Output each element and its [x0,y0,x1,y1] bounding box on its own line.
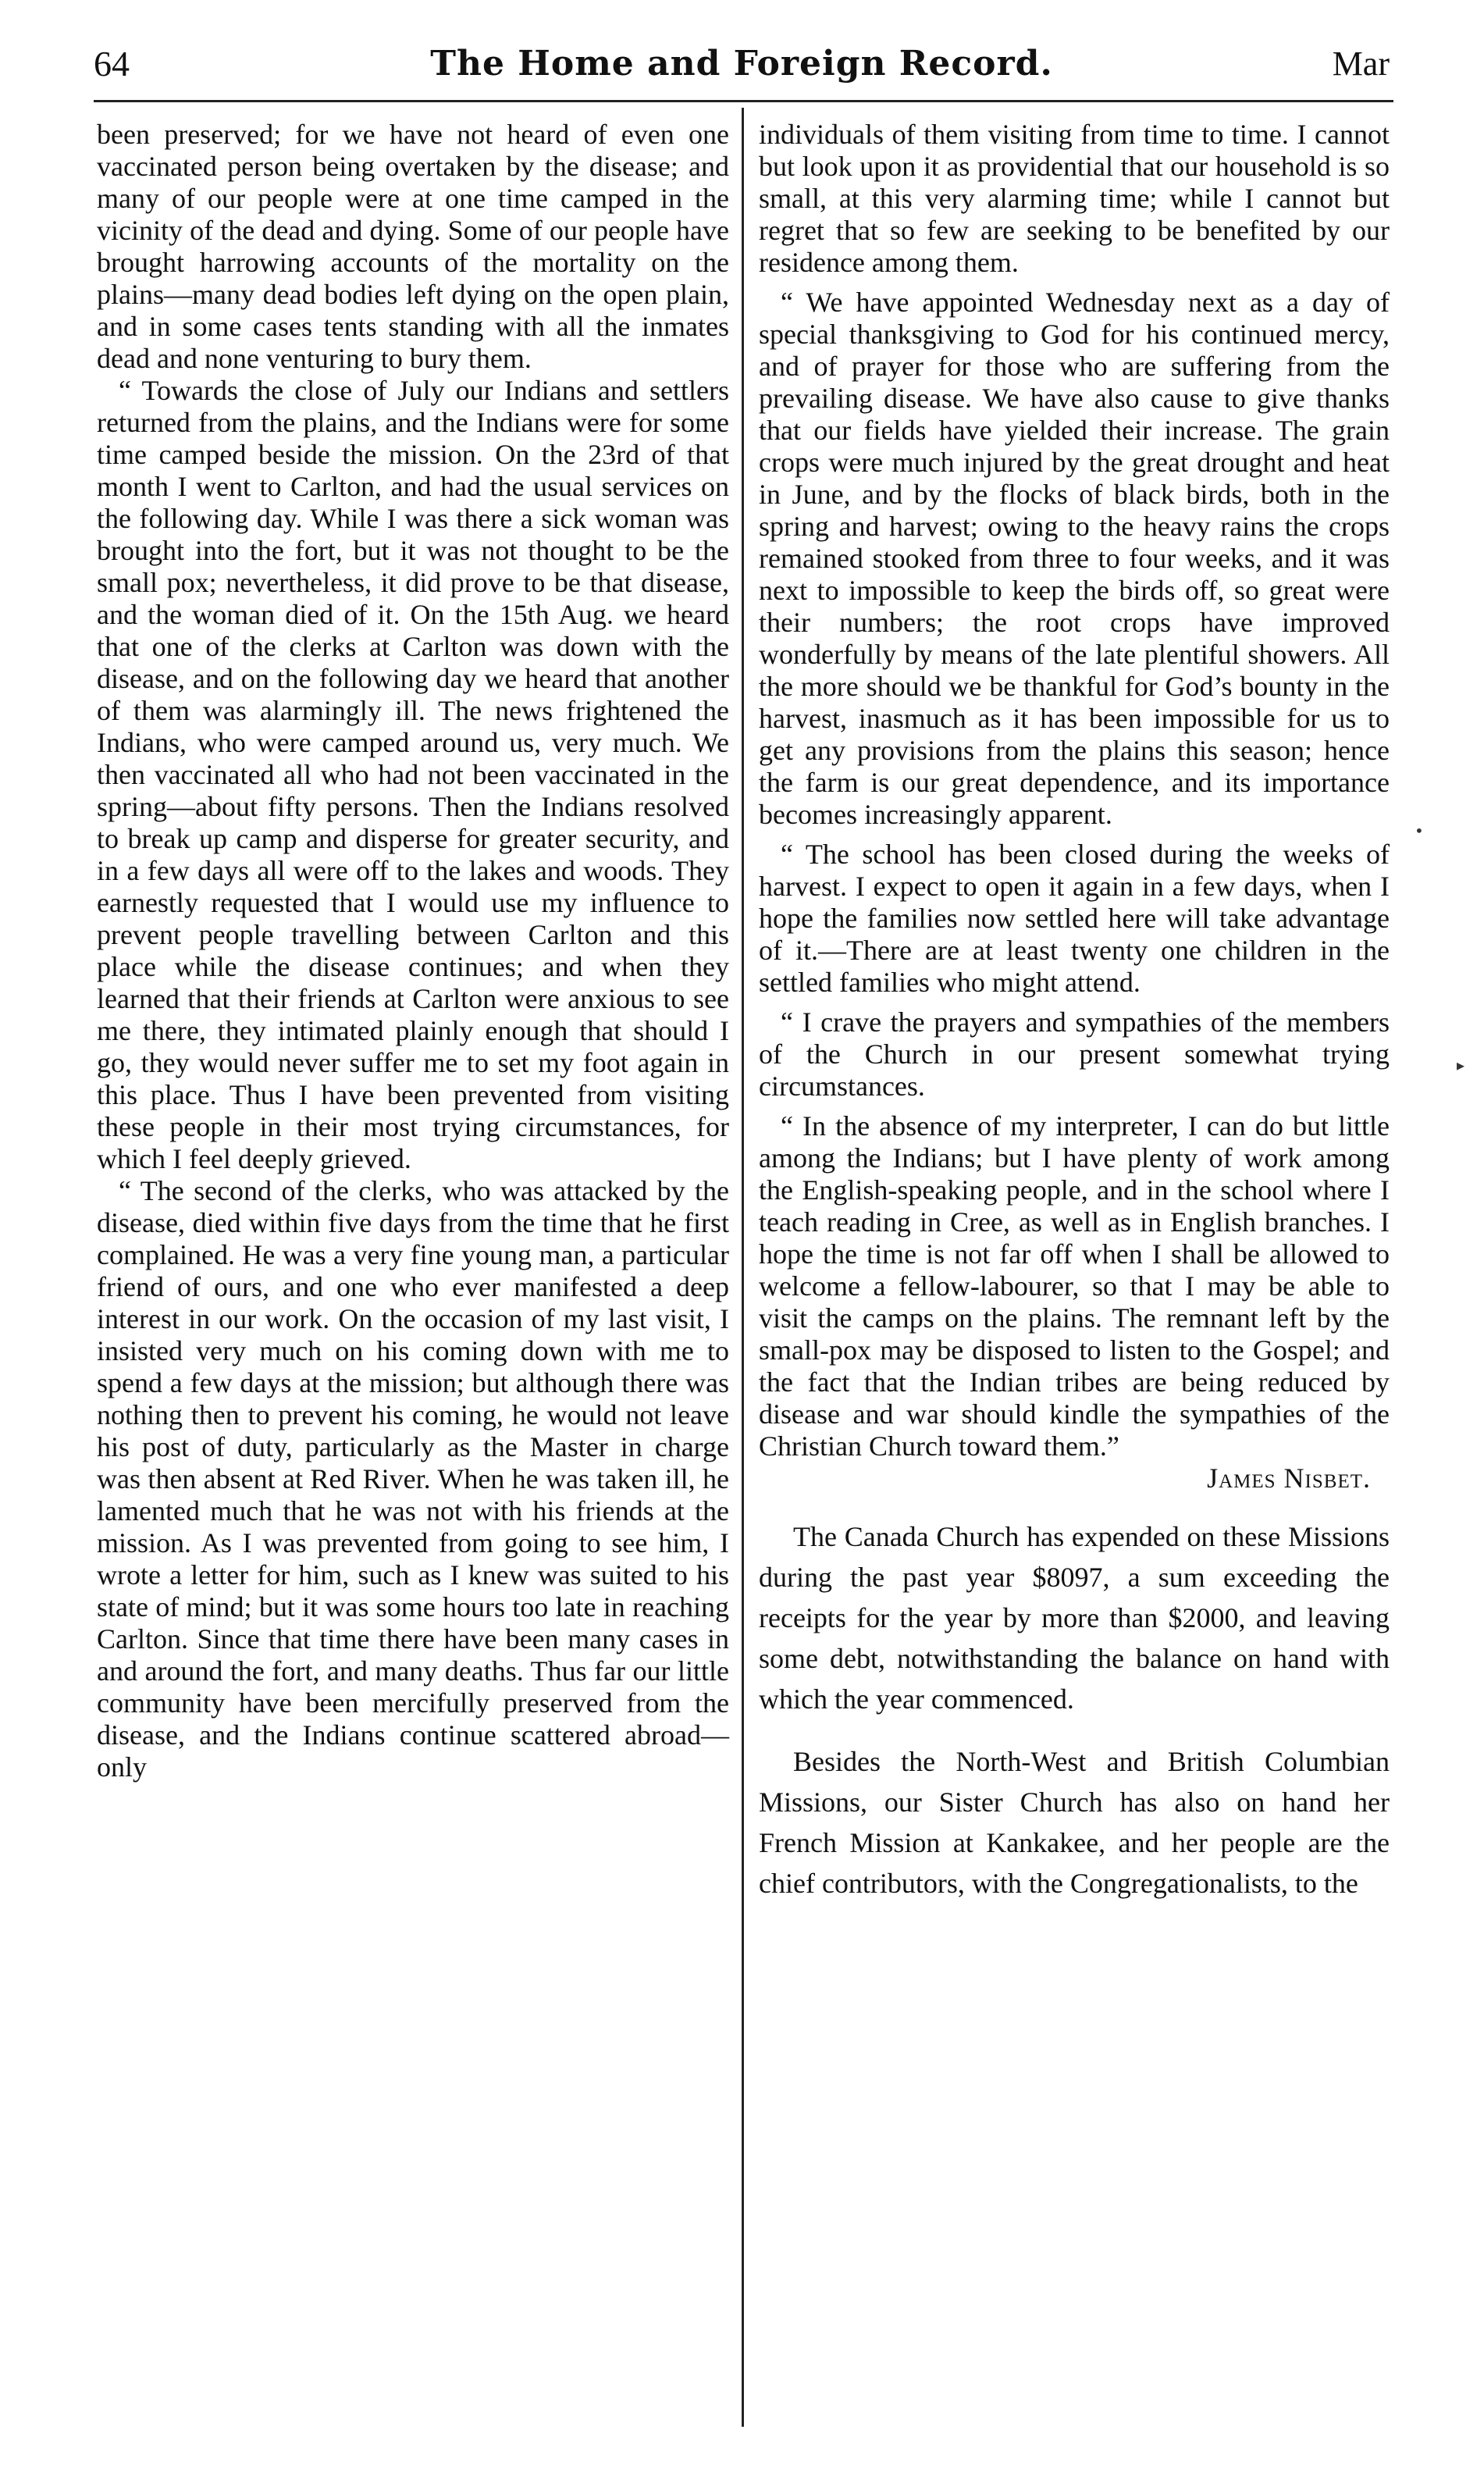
left-paragraph-3: “ The second of the clerks, who was attacked by the disease, died within five days from the time that he first complained. He was a very fine young man, a particular friend of ours, and one who ever manifested a deep interest in our work. On the occasion of my last visit, I insisted very much on his coming down with me to spend a few days at the mission; but although there was nothing then to prevent his coming, he would not leave his post of duty, particularly as the Master in charge was then absent at Red River. When he was taken ill, he lamented much that he was not with his friends at the mission. As I was prevented from going to see him, I wrote a letter for him, such as I knew was suited to his state of mind; but it was some hours too late in reaching Carlton. Since that time there have been many cases in and around the fort, and many deaths. Thus far our little community have been mercifully preserved from the disease, and the Indians continue scattered abroad—only [97,1175,729,1783]
page-header [94,33,1390,95]
running-title: The Home and Foreign Record. [430,44,1053,84]
left-paragraph-1: been preserved; for we have not heard of even one vaccinated person being overtaken by the disease; and many of our people were at one time camped in the vicinity of the dead and dying. Some of our people have brought harrowing accounts of the mortality on the plains—many dead bodies left dying on the open plain, and in some cases tents standing with all the inmates dead and none venturing to bury them. [97,119,729,374]
page-number: 64 [94,44,130,84]
signature-line [759,1462,1390,1494]
margin-arrow-mark: ▸ [1457,1056,1465,1074]
right-paragraph-7: Besides the North-West and British Columbian Missions, our Sister Church has also on hand her French Mission at Kankakee, and her people are the chief contributors, with the Congregationalists, to the [759,1746,1390,1899]
header-month: Mar [1332,45,1390,83]
right-paragraph-1: individuals of them visiting from time to time. I cannot but look upon it as providential that our household is so small, at this very alarming time; while I cannot but regret that so few are seeking to be benefited by our residence among them. [759,119,1390,278]
right-paragraph-3: “ The school has been closed during the weeks of harvest. I expect to open it again in a few days, when I hope the families now settled here will take advantage of it.—There are at least twenty one children in the settled families who might attend. [759,839,1390,998]
right-paragraph-2: “ We have appointed Wednesday next as a day of special thanksgiving to God for his continued mercy, and of prayer for those who are suffering from the prevailing disease. We have also cause to give thanks that our fields have yielded their increase. The grain crops were much injured by the great drought and heat in June, and by the flocks of black birds, both in the spring and harvest; owing to the heavy rains the crops remained stooked from three to four weeks, and it was next to impossible to keep the birds off, so great were their numbers; the root crops have improved wonderfully by means of the late plentiful showers. All the more should we be thankful for God’s bounty in the harvest, inasmuch as it has been impossible for us to get any provisions from the plains this season; hence the farm is our great dependence, and its importance becomes increasingly apparent. [759,287,1390,830]
left-column [97,119,729,1783]
right-paragraph-6: The Canada Church has expended on these Missions during the past year $8097, a sum exceeding the receipts for the year by more than $2000, and leaving some debt, notwithstanding the balance on hand with which the year commenced. [759,1521,1390,1715]
right-column [759,119,1390,1904]
signature: James Nisbet. [1207,1462,1371,1494]
right-paragraph-5: “ In the absence of my interpreter, I can do but little among the Indians; but I have plenty of work among the English-speaking people, and in the school where I teach reading in Cree, as well as in English branches. I hope the time is not far off when I shall be allowed to welcome a fellow-labourer, so that I may be able to visit the camps on the plains. The remnant left by the small-pox may be disposed to listen to the Gospel; and the fact that the Indian tribes are being reduced by disease and war should kindle the sympathies of the Christian Church toward them.” [759,1110,1390,1462]
header-rule [94,100,1393,102]
column-divider [742,108,744,2427]
margin-dot-mark: • [1415,821,1424,840]
left-paragraph-2: “ Towards the close of July our Indians and settlers returned from the plains, and the Indians were for some time camped beside the mission. On the 23rd of that month I went to Carlton, and had the usual services on the following day. While I was there a sick woman was brought into the fort, but it was not thought to be the small pox; nevertheless, it did prove to be that disease, and the woman died of it. On the 15th Aug. we heard that one of the clerks at Carlton was down with the disease, and on the following day we heard that another of them was alarmingly ill. The news frightened the Indians, who were camped around us, very much. We then vaccinated all who had not been vaccinated in the spring—about fifty persons. Then the Indians resolved to break up camp and disperse for greater security, and in a few days all were off to the lakes and woods. They earnestly requested that I would use my influence to prevent people travelling between Carlton and this place while the disease continues; and when they learned that their friends at Carlton were anxious to see me there, they intimated plainly enough that should I go, they would never suffer me to set my foot again in this place. Thus I have been prevented from visiting these people in their most trying circumstances, for which I feel deeply grieved. [97,375,729,1174]
right-paragraph-4: “ I crave the prayers and sympathies of the members of the Church in our present somewhat trying circumstances. [759,1006,1390,1102]
